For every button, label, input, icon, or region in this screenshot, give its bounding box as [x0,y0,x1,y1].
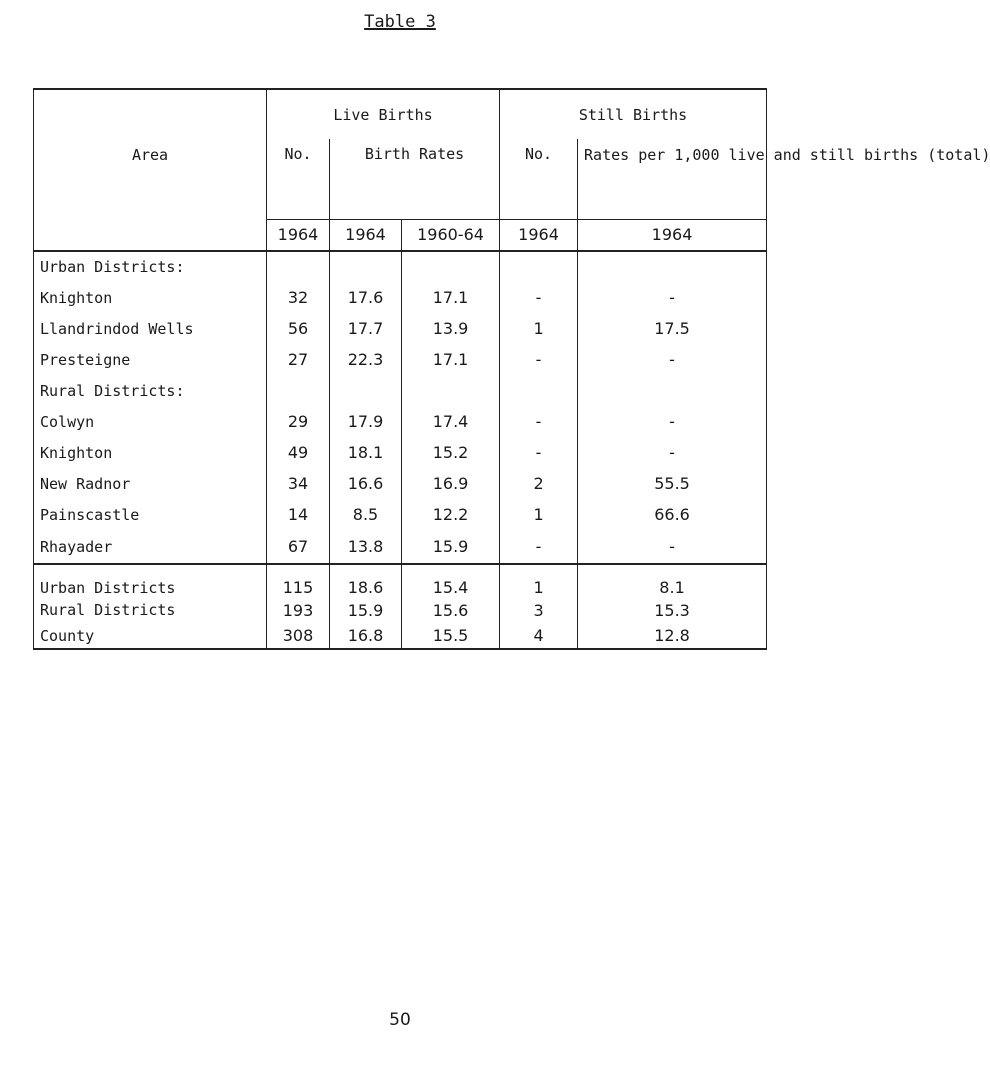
rate-6064-cell: 15.2 [402,437,500,468]
rate-1964-cell: 18.6 [330,564,402,597]
rate-6064-cell: 17.1 [402,344,500,375]
rate-1964-cell: 8.5 [330,499,402,530]
table-row [34,499,767,530]
still-births-header: Still Births [500,89,767,139]
still-no-header: No. [500,139,578,219]
year-rate-1964: 1964 [330,219,402,251]
still-rate-cell: - [578,530,767,564]
live-no-cell: 49 [267,437,330,468]
area-cell: Colwyn [34,406,267,437]
area-header: Area [34,89,267,219]
page-number: 50 [389,1010,411,1030]
area-cell: New Radnor [34,468,267,499]
table-title: Table 3 [364,12,436,32]
still-no-cell: - [500,406,578,437]
still-no-cell: 3 [500,597,578,623]
rate-1964-cell: 15.9 [330,597,402,623]
still-rates-header: Rates per 1,000 live and still births (total) [578,139,767,219]
rate-1964-cell: 16.6 [330,468,402,499]
area-cell: Knighton [34,437,267,468]
rate-6064-cell: 15.5 [402,623,500,649]
area-cell: Urban Districts [34,564,267,597]
live-no-cell: 29 [267,406,330,437]
birth-rates-header: Birth Rates [330,139,500,219]
total-row [34,623,767,649]
year-rate-6064: 1960-64 [402,219,500,251]
area-cell: Llandrindod Wells [34,313,267,344]
table-row [34,282,767,313]
rate-6064-cell: 17.1 [402,282,500,313]
still-rate-cell: - [578,344,767,375]
live-no-header: No. [267,139,330,219]
table-row [34,530,767,564]
still-no-cell: 1 [500,499,578,530]
year-still-no: 1964 [500,219,578,251]
live-no-cell: 67 [267,530,330,564]
area-cell: Painscastle [34,499,267,530]
area-cell: Rhayader [34,530,267,564]
still-rate-cell: 15.3 [578,597,767,623]
still-rate-cell: 17.5 [578,313,767,344]
live-no-cell: 34 [267,468,330,499]
still-no-cell: 1 [500,564,578,597]
rate-1964-cell: 13.8 [330,530,402,564]
section-row-urban [34,251,767,282]
total-row [34,597,767,623]
live-no-cell: 308 [267,623,330,649]
still-no-cell: - [500,530,578,564]
section-label-rural: Rural Districts: [34,375,267,406]
live-no-cell: 14 [267,499,330,530]
still-no-cell: 1 [500,313,578,344]
rate-6064-cell: 15.6 [402,597,500,623]
total-row [34,564,767,597]
still-rate-cell: - [578,282,767,313]
table-row [34,406,767,437]
section-label-urban: Urban Districts: [34,251,267,282]
still-rate-cell: 55.5 [578,468,767,499]
table-row [34,468,767,499]
rate-6064-cell: 15.9 [402,530,500,564]
live-no-cell: 115 [267,564,330,597]
still-no-cell: - [500,344,578,375]
rate-1964-cell: 18.1 [330,437,402,468]
year-still-rate: 1964 [578,219,767,251]
section-row-rural [34,375,767,406]
still-no-cell: 4 [500,623,578,649]
rate-1964-cell: 17.6 [330,282,402,313]
table-row [34,437,767,468]
area-cell: Presteigne [34,344,267,375]
still-rate-cell: 66.6 [578,499,767,530]
rate-1964-cell: 17.9 [330,406,402,437]
still-no-cell: 2 [500,468,578,499]
rate-1964-cell: 22.3 [330,344,402,375]
table-row [34,344,767,375]
still-rate-cell: - [578,406,767,437]
area-cell: County [34,623,267,649]
still-rate-cell: 12.8 [578,623,767,649]
rate-6064-cell: 17.4 [402,406,500,437]
live-no-cell: 27 [267,344,330,375]
header-row-1 [34,89,767,139]
rate-6064-cell: 15.4 [402,564,500,597]
still-rate-cell: - [578,437,767,468]
still-no-cell: - [500,437,578,468]
live-births-header: Live Births [267,89,500,139]
rate-6064-cell: 16.9 [402,468,500,499]
still-no-cell: - [500,282,578,313]
year-live-no: 1964 [267,219,330,251]
live-no-cell: 56 [267,313,330,344]
rate-6064-cell: 12.2 [402,499,500,530]
area-cell: Rural Districts [34,597,267,623]
rate-1964-cell: 17.7 [330,313,402,344]
year-cell-area [34,219,267,251]
rate-6064-cell: 13.9 [402,313,500,344]
area-cell: Knighton [34,282,267,313]
year-row [34,219,767,251]
table-row [34,313,767,344]
rate-1964-cell: 16.8 [330,623,402,649]
still-rate-cell: 8.1 [578,564,767,597]
live-no-cell: 32 [267,282,330,313]
live-no-cell: 193 [267,597,330,623]
births-table [33,88,990,650]
